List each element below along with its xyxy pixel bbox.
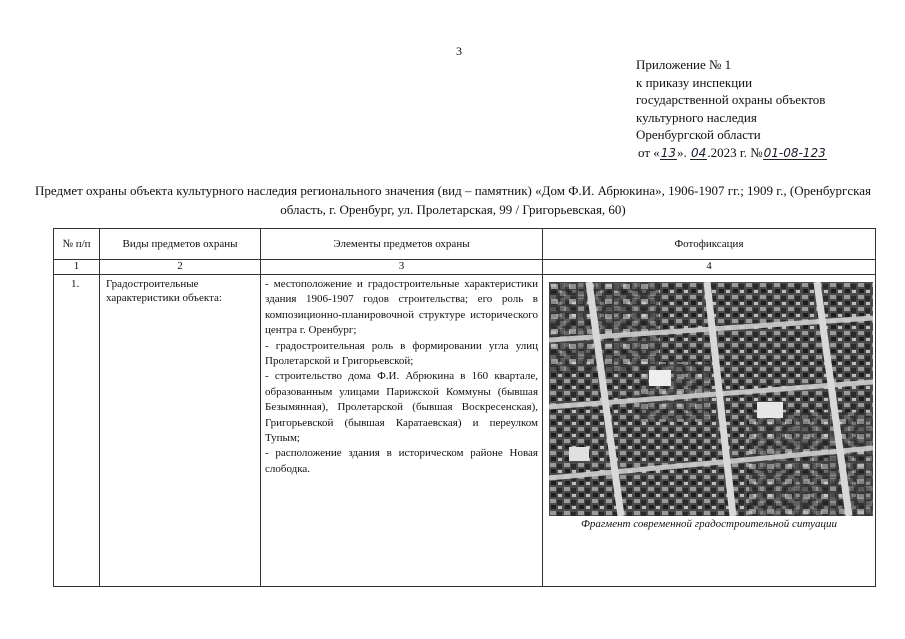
- date-day-field: [660, 147, 677, 160]
- element-item: - строительство дома Ф.И. Абрюкина в 160 квартале, образованным улицами Парижской Коммуны (бывшая Безымянная), Пролетарской (бывшая Воскресенская), Григорьевской (бывшая Каратаевская) и переулком Тупым;: [265, 370, 538, 445]
- protection-elements: [261, 275, 543, 587]
- date-mid: ».: [677, 144, 691, 160]
- header-num: № п/п: [54, 229, 100, 260]
- photo-wrapper: [543, 282, 875, 530]
- row-number: 1.: [54, 275, 100, 587]
- date-month-handwritten: 04: [691, 145, 707, 160]
- order-number-handwritten: 01-08-123: [763, 145, 826, 160]
- element-item: - расположение здания в историческом районе Новая слободка.: [265, 447, 538, 475]
- appendix-line: Приложение № 1: [636, 57, 732, 72]
- appendix-line: Оренбургской области: [636, 127, 761, 143]
- column-number: 1: [54, 260, 100, 275]
- column-number-row: [54, 260, 876, 275]
- table-row: [54, 275, 876, 587]
- page-number: 3: [456, 44, 462, 58]
- aerial-photo: [549, 282, 873, 516]
- appendix-line: культурного наследия: [636, 109, 757, 125]
- date-month-field: [690, 147, 707, 160]
- date-prefix: от «: [638, 144, 660, 160]
- header-photo: Фотофиксация: [543, 229, 876, 260]
- column-number: 3: [261, 260, 543, 275]
- document-title: Предмет охраны объекта культурного наследия регионального значения (вид – памятник) «Дом Ф.И. Абрюкина», 1906-1907 гг.; 1909 г., (Оренбургская область, г. Оренбург, ул. Пролетарская, 99 / Григорьевская, 60): [35, 183, 871, 217]
- header-kinds: Виды предметов охраны: [100, 229, 261, 260]
- date-day-handwritten: 13: [660, 145, 677, 160]
- order-number-field: [763, 147, 827, 160]
- column-number: 4: [543, 260, 876, 275]
- photo-cell: [543, 275, 876, 587]
- protection-table: [53, 228, 876, 587]
- element-item: - местоположение и градостроительные характеристики здания 1906-1907 годов строительства; его роль в композиционно-планировочной структуре исторического центра г. Оренбург;: [265, 278, 538, 337]
- photo-caption: Фрагмент современной градостроительной ситуации: [581, 518, 837, 530]
- table-header-row: [54, 229, 876, 260]
- order-date-line: [638, 144, 827, 162]
- element-item: - градостроительная роль в формировании угла улиц Пролетарской и Григорьевской;: [265, 339, 538, 368]
- date-year: .2023 г. №: [707, 144, 763, 160]
- appendix-header: [636, 56, 827, 162]
- protection-kind: Градостроительные характеристики объекта:: [100, 275, 261, 587]
- column-number: 2: [100, 260, 261, 275]
- header-elements: Элементы предметов охраны: [261, 229, 543, 260]
- appendix-line: государственной охраны объектов: [636, 92, 826, 108]
- appendix-line: к приказу инспекции: [636, 74, 753, 90]
